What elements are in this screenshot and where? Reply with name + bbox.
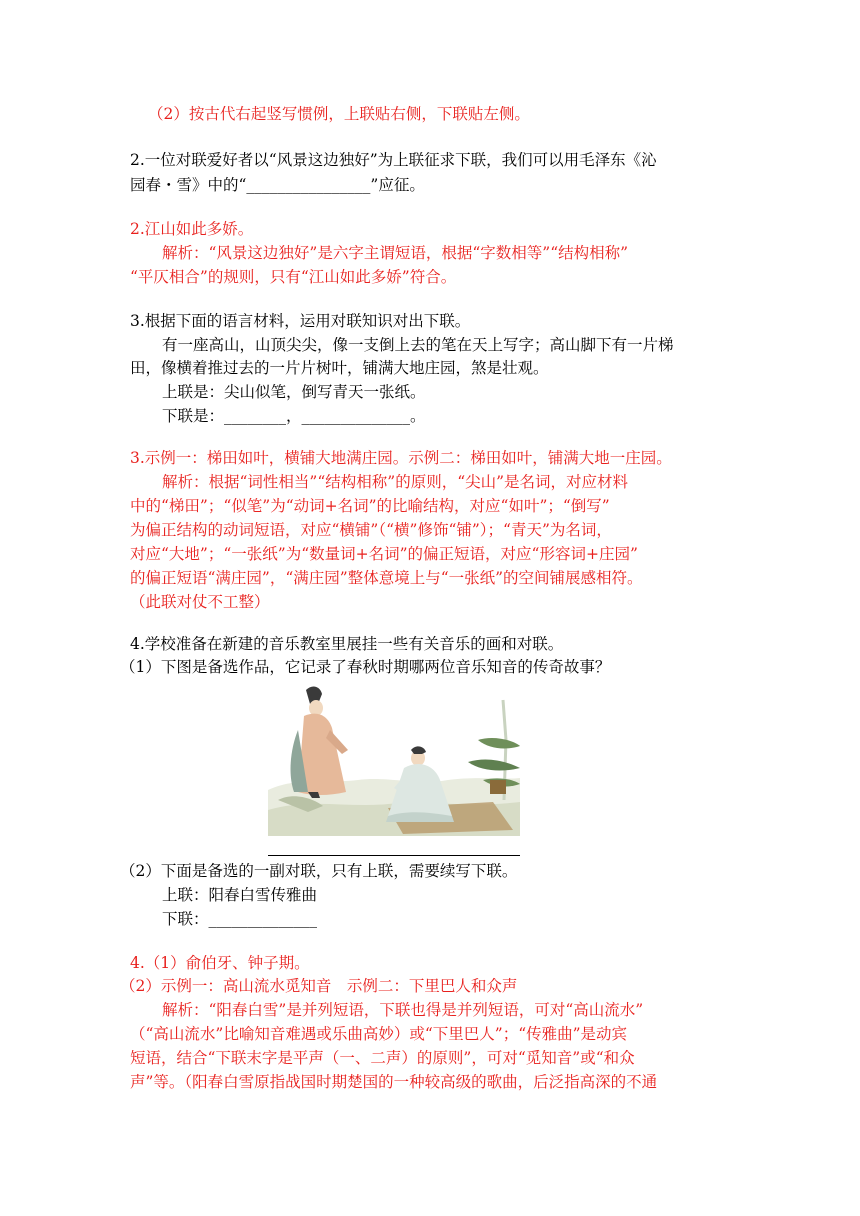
lower-couplet-4: 下联：______________ xyxy=(162,910,318,928)
material-3-line: 田，像横着推过去的一片片树叶，铺满大地庄园，煞是壮观。 xyxy=(130,359,549,377)
answer-2: 2.江山如此多娇。 xyxy=(130,220,254,238)
analysis-4: 解析：“阳春白雪”是并列短语，下联也得是并列短语，可对“高山流水” xyxy=(162,1001,644,1019)
analysis-3: 解析：根据“词性相当”“结构相称”的原则，“尖山”是名词，对应材料 xyxy=(162,473,629,491)
answer-line: （2）按古代右起竖写惯例，上联贴右侧，下联贴左侧。 xyxy=(148,105,530,123)
analysis-4-line: （“高山流水”比喻知音难遇或乐曲高妙）或“下里巴人”；“传雅曲”是动宾 xyxy=(130,1025,628,1043)
upper-couplet-4: 上联：阳春白雪传雅曲 xyxy=(162,886,318,904)
bo-ya-zhong-ziqi-painting xyxy=(268,680,520,836)
analysis-3-line: 的偏正短语“满庄园”，“满庄园”整体意境上与“一张纸”的空间铺展感相符。 xyxy=(130,569,643,587)
analysis-2: 解析：“风景这边独好”是六字主谓短语，根据“字数相等”“结构相称” xyxy=(162,244,629,262)
analysis-3-line: 为偏正结构的动词短语，对应“横铺”（“横”修饰“铺”）；“青天”为名词， xyxy=(130,521,612,539)
analysis-3-line: 中的“梯田”；“似笔”为“动词+名词”的比喻结构，对应“如叶”；“倒写” xyxy=(130,497,610,515)
answer-blank-line xyxy=(268,855,520,856)
question-2-line: 园春・雪》中的“________________”应征。 xyxy=(130,176,425,194)
question-2: 2.一位对联爱好者以“风景这边独好”为上联征求下联，我们可以用毛泽东《沁 xyxy=(130,151,657,169)
lower-couplet-3: 下联是：________，______________。 xyxy=(162,407,426,425)
upper-couplet-3: 上联是：尖山似笔，倒写青天一张纸。 xyxy=(162,383,426,401)
analysis-2-line: “平仄相合”的规则，只有“江山如此多娇”符合。 xyxy=(130,268,457,286)
question-4: 4.学校准备在新建的音乐教室里展挂一些有关音乐的画和对联。 xyxy=(130,635,564,653)
question-4-part-2: （2）下面是备选的一副对联，只有上联，需要续写下联。 xyxy=(120,862,518,880)
answer-4-part-2: （2）示例一：高山流水觅知音 示例二：下里巴人和众声 xyxy=(120,977,518,995)
answer-3: 3.示例一：梯田如叶，横铺大地满庄园。示例二：梯田如叶，铺满大地一庄园。 xyxy=(130,449,672,467)
analysis-4-line: 声”等。（阳春白雪原指战国时期楚国的一种较高级的歌曲，后泛指高深的不通 xyxy=(130,1073,658,1091)
analysis-4-line: 短语，结合“下联末字是平声（一、二声）的原则”，可对“觅知音”或“和众 xyxy=(130,1049,635,1067)
analysis-3-line: （此联对仗不工整） xyxy=(130,593,270,611)
analysis-3-line: 对应“大地”；“一张纸”为“数量词+名词”的偏正短语，对应“形容词+庄园” xyxy=(130,545,638,563)
question-4-part-1: （1）下图是备选作品，它记录了春秋时期哪两位音乐知音的传奇故事？ xyxy=(120,658,611,676)
painting-svg xyxy=(268,680,520,836)
question-3: 3.根据下面的语言材料，运用对联知识对出下联。 xyxy=(130,312,471,330)
answer-4-part-1: 4.（1）俞伯牙、钟子期。 xyxy=(130,954,310,972)
material-3: 有一座高山，山顶尖尖，像一支倒上去的笔在天上写字；高山脚下有一片梯 xyxy=(162,336,674,354)
